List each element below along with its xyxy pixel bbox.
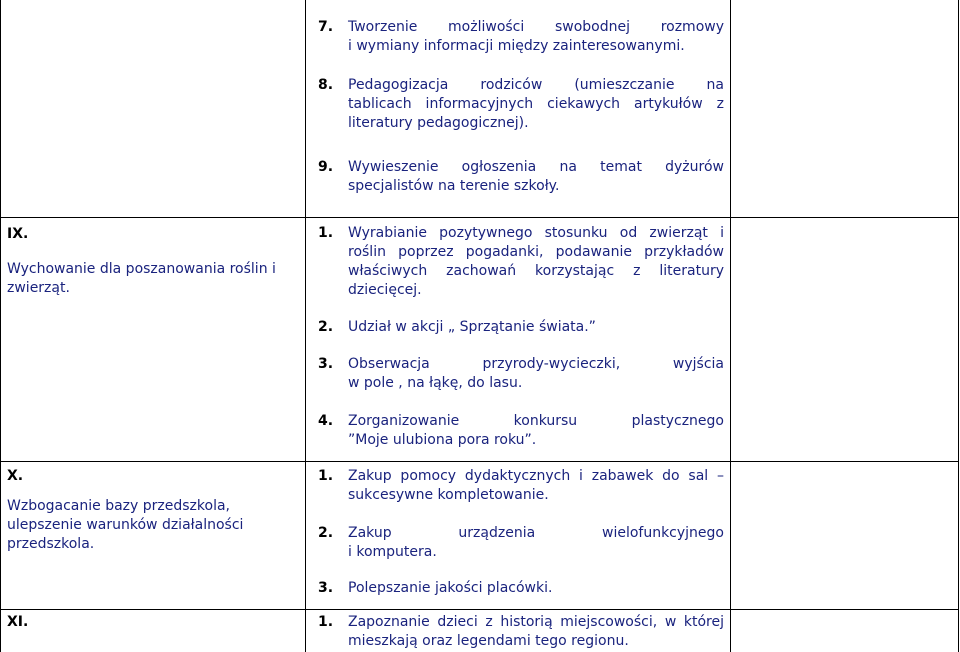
item-text-line: ”Moje ulubiona pora roku”.	[348, 432, 537, 448]
item-number: 2.	[318, 319, 334, 335]
row-divider	[0, 461, 959, 462]
item-text-line: Zakup pomocy dydaktycznych i zabawek do sal –	[348, 468, 724, 484]
item-number: 2.	[318, 525, 334, 541]
item-number: 3.	[318, 356, 334, 372]
item-number: 9.	[318, 159, 334, 175]
item-text-line: Polepszanie jakości placówki.	[348, 580, 553, 596]
section-number: X.	[7, 468, 24, 484]
item-text-line: Obserwacja przyrody-wycieczki, wyjścia	[348, 356, 724, 372]
item-text-line: Wyrabianie pozytywnego stosunku od zwierząt i	[348, 225, 724, 241]
item-text-line: mieszkają oraz legendami tego regionu.	[348, 633, 629, 649]
item-text-line: dziecięcej.	[348, 282, 422, 298]
item-text-line: właściwych zachowań korzystając z literatury	[348, 263, 724, 279]
item-text-line: specjalistów na terenie szkoły.	[348, 178, 560, 194]
item-text-line: Zapoznanie dzieci z historią miejscowości, w której	[348, 614, 724, 630]
section-number: XI.	[7, 614, 29, 630]
item-number: 1.	[318, 468, 334, 484]
item-number: 4.	[318, 413, 334, 429]
item-text-line: roślin poprzez pogadanki, podawanie przykładów	[348, 244, 724, 260]
section-number: IX.	[7, 226, 29, 242]
section-title: Wzbogacanie bazy przedszkola, ulepszenie warunków działalności przedszkola.	[7, 498, 244, 552]
item-text-line: Zakup urządzenia wielofunkcyjnego	[348, 525, 724, 541]
item-text-line: literatury pedagogicznej).	[348, 115, 529, 131]
item-number: 1.	[318, 225, 334, 241]
table-right-border	[958, 0, 959, 652]
item-text-line: sukcesywne kompletowanie.	[348, 487, 549, 503]
item-text-line: Udział w akcji „ Sprzątanie świata.”	[348, 319, 596, 335]
row-divider	[0, 217, 959, 218]
table-left-border	[0, 0, 1, 652]
item-text-line: i wymiany informacji między zainteresowanymi.	[348, 38, 685, 54]
item-text-line: Pedagogizacja rodziców (umieszczanie na	[348, 77, 724, 93]
item-text-line: tablicach informacyjnych ciekawych artykułów z	[348, 96, 724, 112]
item-number: 3.	[318, 580, 334, 596]
item-number: 8.	[318, 77, 334, 93]
column-divider	[305, 0, 306, 652]
item-text-line: w pole , na łąkę, do lasu.	[348, 375, 523, 391]
column-divider	[730, 0, 731, 652]
item-text-line: Zorganizowanie konkursu plastycznego	[348, 413, 724, 429]
item-number: 1.	[318, 614, 334, 630]
item-text-line: Tworzenie możliwości swobodnej rozmowy	[348, 19, 724, 35]
row-divider	[0, 609, 959, 610]
item-text-line: i komputera.	[348, 544, 437, 560]
section-title: Wychowanie dla poszanowania roślin i zwierząt.	[7, 261, 276, 296]
item-number: 7.	[318, 19, 334, 35]
item-text-line: Wywieszenie ogłoszenia na temat dyżurów	[348, 159, 724, 175]
